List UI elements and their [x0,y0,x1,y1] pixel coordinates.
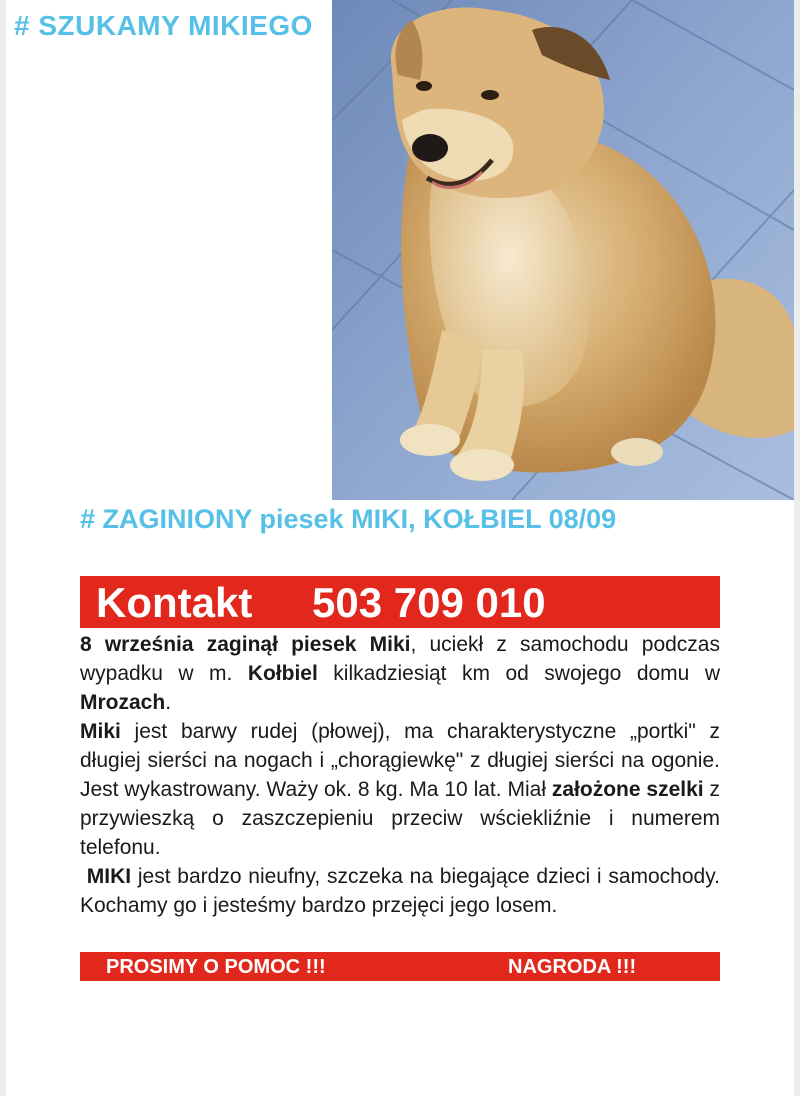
text: z przywieszką o zaszczepieniu przeciw wściekliźnie i numerem telefonu. [80,778,720,859]
contact-banner [80,576,720,628]
bold-text: Kołbiel [247,662,318,685]
bold-text: MIKI [86,865,132,888]
description-paragraph-3 [80,862,720,920]
missing-dog-title: # ZAGINIONY piesek MIKI, KOŁBIEL 08/09 [80,504,617,534]
contact-phone: 503 709 010 [312,579,546,626]
hashtag-heading: # SZUKAMY MIKIEGO [14,10,313,41]
text: jest bardzo nieufny, szczeka na biegające dzieci i samochody. Kochamy go i jesteśmy bardzo przejęci jego losem. [80,865,720,917]
bold-text: założone szelki [551,778,704,801]
poster [6,0,794,1096]
help-request: PROSIMY O POMOC !!! [106,956,326,978]
dog-photo-illustration [332,0,794,500]
dog-photo [332,0,794,500]
description-paragraph-2 [80,717,720,862]
text: jest barwy rudej (płowej), ma charakterystyczne „portki" z długiej sierści na nogach i „chorągiewkę" z długiej sierści na ogonie. Jest wykastrowany. Waży ok. 8 kg. Ma 10 lat. Miał [80,720,720,801]
help-banner [80,952,720,981]
text: kilkadziesiąt km od swojego domu w [317,662,720,685]
contact-label: Kontakt [96,579,253,626]
reward-label: NAGRODA !!! [508,956,637,978]
text: , uciekł z samochodu podczas wypadku w m. [80,633,720,685]
text: . [165,691,172,714]
description [80,630,720,920]
description-paragraph-1 [80,630,720,717]
bold-text: 8 września zaginął piesek Miki [80,633,411,656]
bold-text: Miki [80,720,121,743]
bold-text: Mrozach [80,691,166,714]
